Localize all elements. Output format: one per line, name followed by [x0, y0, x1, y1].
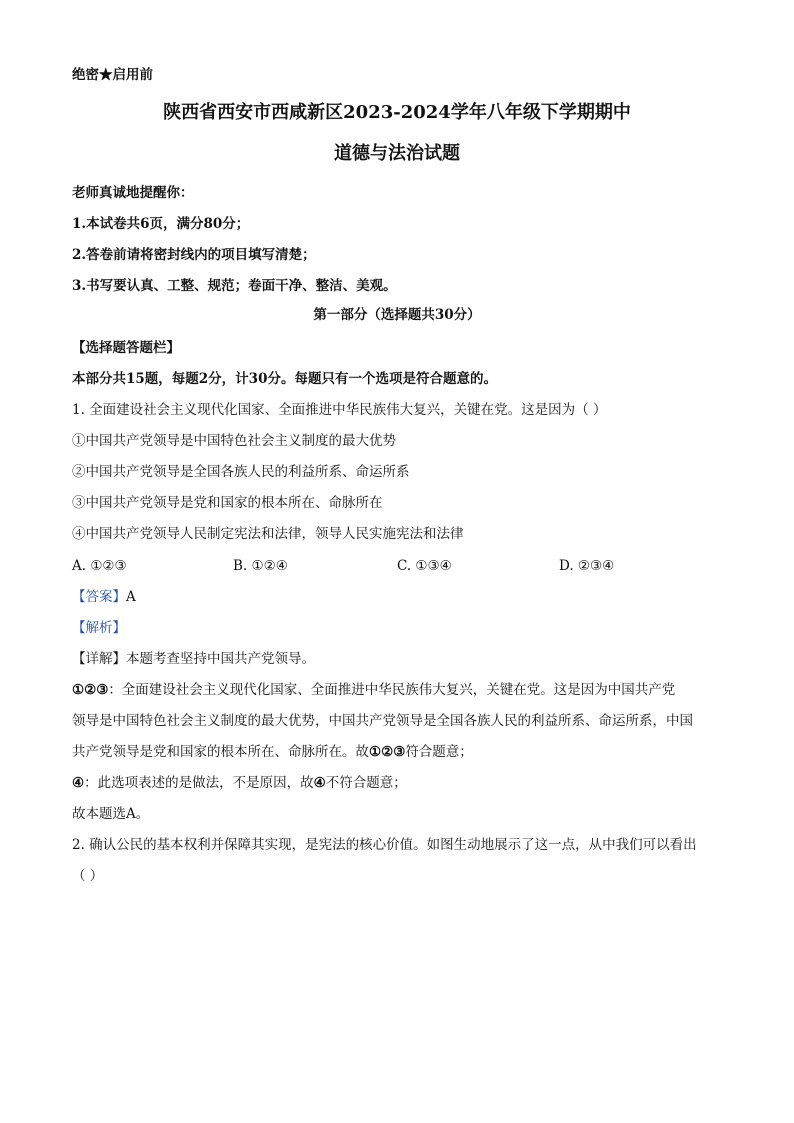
analysis-text: 符合题意； — [405, 744, 473, 760]
analysis-paragraph-1-line-2: 领导是中国特色社会主义制度的最大优势，中国共产党领导是全国各族人民的利益所系、命运所系，中国 — [72, 713, 693, 729]
notice-heading: 老师真诚地提醒你： — [72, 185, 194, 201]
question-1-statement-3: ③中国共产党领导是党和国家的根本所在、命脉所在 — [72, 495, 383, 511]
page-subtitle: 道德与法治试题 — [334, 143, 460, 164]
analysis-mark: ①②③ — [369, 744, 406, 760]
detail-line — [72, 650, 315, 668]
question-1-options — [72, 557, 722, 575]
analysis-text: ：此选项表述的是做法，不是原因，故 — [84, 775, 314, 791]
analysis-text: 共产党领导是党和国家的根本所在、命脉所在。故 — [72, 744, 369, 760]
option-d: D. ②③④ — [559, 558, 615, 574]
section-instruction: 本部分共15题，每题2分，计30分。每题只有一个选项是符合题意的。 — [72, 371, 497, 387]
question-1-stem: 1. 全面建设社会主义现代化国家、全面推进中华民族伟大复兴，关键在党。这是因为（ ） — [72, 402, 607, 418]
answer-bar-label: 【选择题答题栏】 — [72, 340, 180, 356]
analysis-text: 不符合题意； — [325, 775, 407, 791]
question-1-statement-1: ①中国共产党领导是中国特色社会主义制度的最大优势 — [72, 433, 396, 449]
secret-label: 绝密★启用前 — [72, 67, 153, 83]
analysis-mark: ①②③ — [72, 682, 109, 698]
answer-tag: 【答案】 — [72, 589, 126, 605]
section-title: 第一部分（选择题共30分） — [313, 307, 481, 323]
analysis-mark: ④ — [72, 775, 85, 791]
analysis-conclusion: 故本题选A。 — [72, 806, 150, 822]
analysis-text: ：全面建设社会主义现代化国家、全面推进中华民族伟大复兴，关键在党。这是因为中国共产党 — [108, 682, 676, 698]
question-2-stem-blank: （ ） — [72, 868, 104, 884]
detail-text: 本题考查坚持中国共产党领导。 — [126, 651, 315, 667]
option-c: C. ①③④ — [397, 558, 452, 574]
answer-value: A — [126, 589, 136, 605]
question-1-statement-2: ②中国共产党领导是全国各族人民的利益所系、命运所系 — [72, 464, 410, 480]
analysis-tag: 【解析】 — [72, 620, 126, 636]
answer-line — [72, 588, 136, 606]
notice-item-2: 2.答卷前请将密封线内的项目填写清楚； — [72, 247, 316, 263]
detail-tag: 【详解】 — [72, 651, 126, 667]
notice-item-1: 1.本试卷共6页，满分80分； — [72, 216, 250, 232]
option-a: A. ①②③ — [72, 558, 127, 574]
question-1-statement-4: ④中国共产党领导人民制定宪法和法律，领导人民实施宪法和法律 — [72, 526, 464, 542]
analysis-paragraph-1-line-1 — [72, 681, 675, 699]
option-b: B. ①②④ — [233, 558, 288, 574]
analysis-paragraph-1-line-3 — [72, 743, 473, 761]
notice-item-3: 3.书写要认真、工整、规范；卷面干净、整洁、美观。 — [72, 278, 397, 294]
analysis-mark: ④ — [313, 775, 326, 791]
question-2-stem: 2. 确认公民的基本权利并保障其实现，是宪法的核心价值。如图生动地展示了这一点，从中我们可以看出 — [72, 837, 697, 853]
page-title: 陕西省西安市西咸新区2023-2024学年八年级下学期期中 — [163, 102, 631, 123]
analysis-paragraph-2 — [72, 774, 407, 792]
